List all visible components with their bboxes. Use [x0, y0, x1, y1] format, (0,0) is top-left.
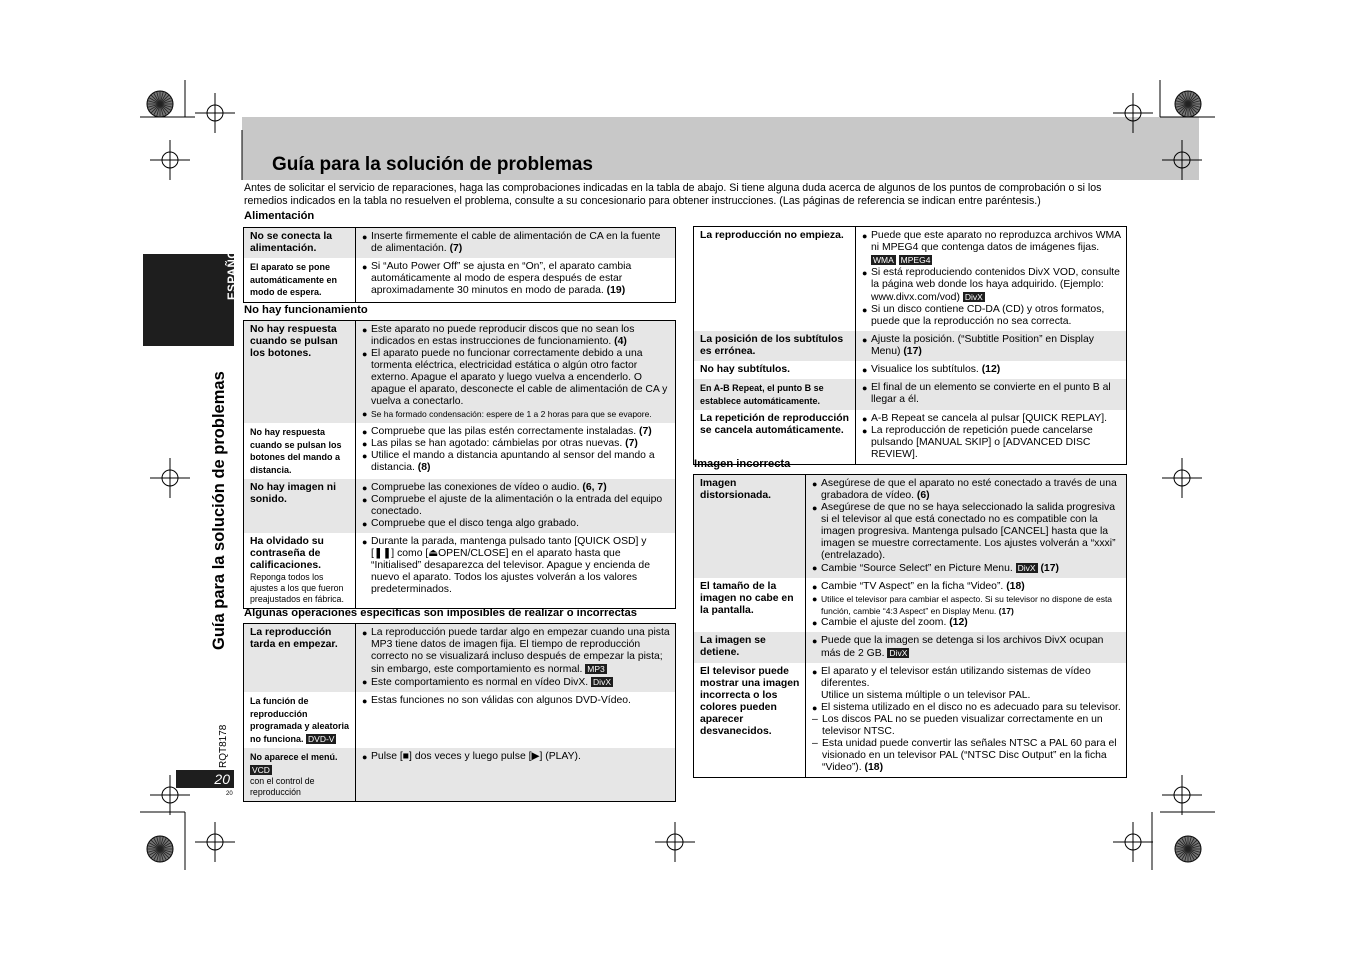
bullet: ● — [362, 427, 368, 437]
page-ref: (6) — [916, 490, 930, 501]
problem-cell: No aparece el menú. VCD con el control de reproducción — [244, 748, 356, 802]
bullet: ● — [812, 636, 818, 646]
section-title-ops: Algunas operaciones específicas son imposibles de realizar o incorrectas — [244, 607, 637, 619]
solution-text: Compruebe las conexiones de vídeo o audio. (6, 7) — [371, 482, 607, 493]
bullet: ● — [362, 696, 368, 706]
bullet: ● — [812, 582, 818, 592]
page-ref: (6, 7) — [582, 482, 607, 493]
solution-text: Las pilas se han agotado: cámbielas por otras nuevas. (7) — [371, 438, 638, 449]
problem-note: Reponga todos los ajustes a los que fueron preajustados en fábrica. — [250, 572, 344, 604]
solution-text: Utilice el mando a distancia apuntando al sensor del mando a distancia. (8) — [371, 450, 655, 473]
solution-text: Los discos PAL no se pueden visualizar correctamente en un televisor NTSC. — [822, 714, 1103, 737]
format-tag: WMA — [873, 255, 894, 265]
solution-text: Inserte firmemente el cable de alimentación de CA en la fuente de alimentación. (7) — [371, 231, 661, 254]
solution-text: Si “Auto Power Off” se ajusta en “On”, el aparato cambia automáticamente al modo de espera después de estar aproximadamente 30 minutos en modo de parada. (19) — [371, 261, 632, 296]
language-label: ESPAÑOL — [227, 241, 239, 300]
format-tag: DivX — [964, 292, 983, 302]
solution-text: Puede que la imagen se detenga si los archivos DivX ocupan más de 2 GB. DivX — [821, 635, 1104, 659]
section-title-power: Alimentación — [244, 210, 315, 222]
solution-text: El aparato puede no funcionar correctamente debido a una tormenta eléctrica, electricidad estática o algún otro factor externo. Apague el aparato y luego vuelva a encenderlo. O apague el aparato, desconecte el cable de alimentación de CA y vuelva a conectarlo. — [371, 348, 668, 407]
bullet: – — [812, 738, 818, 749]
solution-text: Este comportamiento es normal en vídeo DivX. DivX — [371, 677, 611, 688]
solution-text: La reproducción puede tardar algo en empezar cuando una pista MP3 tiene datos de imagen fija. El tiempo de reproducción correcto no se visualizará incluso después de empezar la pista; sin embargo, este comportamiento es normal. MP3 — [371, 627, 670, 675]
problem-cell: No hay imagen ni sonido. — [244, 479, 356, 533]
page-ref: (4) — [614, 336, 627, 347]
solution-text: Utilice el televisor para cambiar el aspecto. Si su televisor no dispone de esta función, cambie “4:3 Aspect” en Display Menu. (17) — [821, 594, 1113, 616]
solution-text: Cambie el ajuste del zoom. (12) — [821, 617, 968, 628]
page-ref: (18) — [1006, 581, 1025, 592]
format-tag: VCD — [252, 764, 270, 775]
solution-text: Compruebe el ajuste de la alimentación o la entrada del equipo conectado. — [371, 494, 663, 517]
bullet: ● — [362, 232, 368, 242]
intro-paragraph: Antes de solicitar el servicio de reparaciones, haga las comprobaciones indicadas en la tabla de abajo. Si tiene alguna duda acerca de algunos de los puntos de comprobación o si los remedios indicados en la tabla no resuelven el problema, consulte a su concesionario para obtener instrucciones. (Las páginas de referencia se indican entre paréntesis.) — [244, 182, 1102, 207]
format-tag: DivX — [889, 648, 908, 658]
page-title: Guía para la solución de problemas — [272, 154, 593, 175]
solution-text: El sistema utilizado en el disco no es adecuado para su televisor. — [821, 702, 1121, 713]
page-ref: (19) — [606, 285, 626, 296]
page-ref: (7) — [639, 426, 652, 437]
page-ref: (8) — [417, 462, 431, 473]
problem-cell: Ha olvidado su contraseña de calificaciones. Reponga todos los ajustes a los que fueron preajustados en fábrica. — [244, 533, 356, 609]
solution-text: Se ha formado condensación: espere de 1 a 2 horas para que se evapore. — [371, 409, 652, 419]
solution-text: A-B Repeat se cancela al pulsar [QUICK REPLAY]. — [871, 413, 1108, 424]
problem-cell: No hay respuesta cuando se pulsan los botones. — [244, 321, 356, 424]
solution-text: Asegúrese de que no se haya seleccionado la salida progresiva si el televisor al que está conectado no es compatible con la imagen progresiva. Mantenga pulsado [CANCEL] hasta que la imagen se muestre correctamente. Los ajustes volverán a “xxxi” (entrelazado). — [821, 502, 1116, 561]
bullet: ● — [862, 231, 868, 241]
bullet: ● — [362, 752, 368, 762]
solution-text: Visualice los subtítulos. (12) — [871, 364, 1001, 375]
solution-text: Cambie “Source Select” en Picture Menu. DivX (17) — [821, 563, 1059, 574]
bullet: ● — [862, 305, 868, 315]
problem-note: con el control de reproducción — [250, 776, 315, 797]
bullet: ● — [362, 262, 368, 272]
solution-text: Si un disco contiene CD-DA (CD) y otros formatos, puede que la reproducción no sea correcta. — [871, 304, 1105, 327]
document-code: RQT8178 — [218, 724, 229, 768]
page-number-small: 20 — [226, 791, 233, 797]
bullet: ● — [862, 335, 868, 345]
bullet: ● — [862, 268, 868, 278]
problem-cell: La reproducción tarda en empezar. — [244, 624, 356, 693]
problem-cell: No se conecta la alimentación. — [244, 228, 356, 259]
page-ref: (12) — [949, 617, 968, 628]
bullet: ● — [812, 618, 818, 628]
section-title-image: Imagen incorrecta — [694, 458, 791, 470]
bullet: ● — [362, 439, 368, 449]
page-ref: (7) — [625, 438, 638, 449]
bullet: ● — [362, 483, 368, 493]
sidebar-title: Guía para la solución de problemas — [210, 371, 228, 650]
solution-text: Pulse [■] dos veces y luego pulse [▶] (PLAY). — [371, 751, 581, 762]
solution-text: Durante la parada, mantenga pulsado tanto [QUICK OSD] y [❚❚] como [⏏OPEN/CLOSE] en el aparato hasta que “Initialised” desaparezca del televisor. Apague y encienda de nuevo el aparato. Todos los ajustes volverán a los valores predeterminados. — [371, 536, 650, 595]
format-tag: DVD-V — [308, 733, 335, 744]
bullet: ● — [362, 628, 368, 638]
problem-cell: No hay respuesta cuando se pulsan los botones del mando a distancia. — [244, 423, 356, 479]
problem-cell: El televisor puede mostrar una imagen incorrecta o los colores pueden aparecer desvanecidos. — [694, 663, 806, 778]
problem-cell: La repetición de reproducción se cancela automáticamente. — [694, 410, 856, 465]
solution-text: Este aparato no puede reproducir discos que no sean los indicados en estas instrucciones de funcionamiento. (4) — [371, 324, 635, 347]
page-ref: (17) — [1040, 563, 1059, 574]
page-ref: (17) — [903, 346, 922, 357]
format-tag: DivX — [1017, 563, 1036, 573]
bullet: ● — [362, 495, 368, 505]
page-ref: (7) — [449, 243, 463, 254]
solution-text: El final de un elemento se convierte en el punto B al llegar a él. — [871, 382, 1111, 405]
section-title-no-function: No hay funcionamiento — [244, 304, 368, 316]
solution-text: La reproducción de repetición puede cancelarse pulsando [MANUAL SKIP] o [ADVANCED DISC REVIEW]. — [871, 425, 1093, 460]
problem-cell: El aparato se pone automáticamente en modo de espera. — [244, 258, 356, 302]
problem-cell: La reproducción no empieza. — [694, 227, 856, 332]
bullet: ● — [812, 667, 818, 677]
solution-text: Compruebe que las pilas estén correctamente instaladas. (7) — [371, 426, 652, 437]
bullet: – — [812, 714, 818, 725]
solution-text: Cambie “TV Aspect” en la ficha “Video”. (18) — [821, 581, 1025, 592]
problem-cell: La función de reproducción programada y aleatoria no funciona. DVD-V — [244, 692, 356, 748]
bullet: ● — [812, 479, 818, 489]
solution-text: Ajuste la posición. (“Subtitle Position” en Display Menu) (17) — [871, 334, 1094, 357]
page-ref: (18) — [864, 762, 884, 773]
page-ref: (12) — [981, 364, 1001, 375]
bullet: ● — [812, 563, 818, 573]
bullet: ● — [862, 414, 868, 424]
bullet: ● — [362, 677, 368, 687]
bullet: ● — [362, 519, 368, 529]
problem-cell: Imagen distorsionada. — [694, 475, 806, 579]
problem-cell: La imagen se detiene. — [694, 632, 806, 663]
problem-cell: La posición de los subtítulos es errónea. — [694, 331, 856, 361]
problem-cell: El tamaño de la imagen no cabe en la pantalla. — [694, 578, 806, 632]
bullet: ● — [862, 383, 868, 393]
page-ref: (17) — [998, 606, 1014, 616]
format-tag: MP3 — [587, 664, 605, 674]
bullet: ● — [862, 426, 868, 436]
format-tag: MPEG4 — [900, 255, 931, 265]
solution-text: Utilice un sistema múltiple o un televisor PAL. — [821, 690, 1031, 701]
page-number: 20 — [214, 771, 230, 787]
solution-text: Puede que este aparato no reproduzca archivos WMA ni MPEG4 que contenga datos de imágenes fijas. WMA MPEG4 — [871, 230, 1121, 265]
solution-text: Si está reproduciendo contenidos DivX VOD, consulte la página web donde los haya adquirido. (Ejemplo: www.divx.com/vod) DivX — [871, 267, 1120, 303]
problem-cell: En A-B Repeat, el punto B se establece automáticamente. — [694, 379, 856, 410]
bullet: ● — [812, 594, 818, 604]
bullet: ● — [362, 451, 368, 461]
solution-text: Esta unidad puede convertir las señales NTSC a PAL 60 para el visionado en un televisor PAL (“NTSC Disc Output” en la ficha “Video”). (18) — [822, 738, 1117, 773]
bullet: ● — [362, 409, 368, 419]
bullet: ● — [362, 349, 368, 359]
solution-text: Compruebe que el disco tenga algo grabado. — [371, 518, 579, 529]
bullet: ● — [812, 703, 818, 713]
format-tag: DivX — [593, 677, 611, 687]
bullet: ● — [362, 325, 368, 335]
bullet: ● — [362, 537, 368, 547]
problem-cell: No hay subtítulos. — [694, 361, 856, 379]
bullet: ● — [812, 503, 818, 513]
solution-text: El aparato y el televisor están utilizando sistemas de vídeo diferentes. — [821, 666, 1091, 689]
solution-text: Asegúrese de que el aparato no esté conectado a través de una grabadora de vídeo. (6) — [821, 478, 1117, 501]
solution-text: Estas funciones no son válidas con algunos DVD-Vídeo. — [371, 695, 631, 706]
bullet: ● — [862, 365, 868, 375]
